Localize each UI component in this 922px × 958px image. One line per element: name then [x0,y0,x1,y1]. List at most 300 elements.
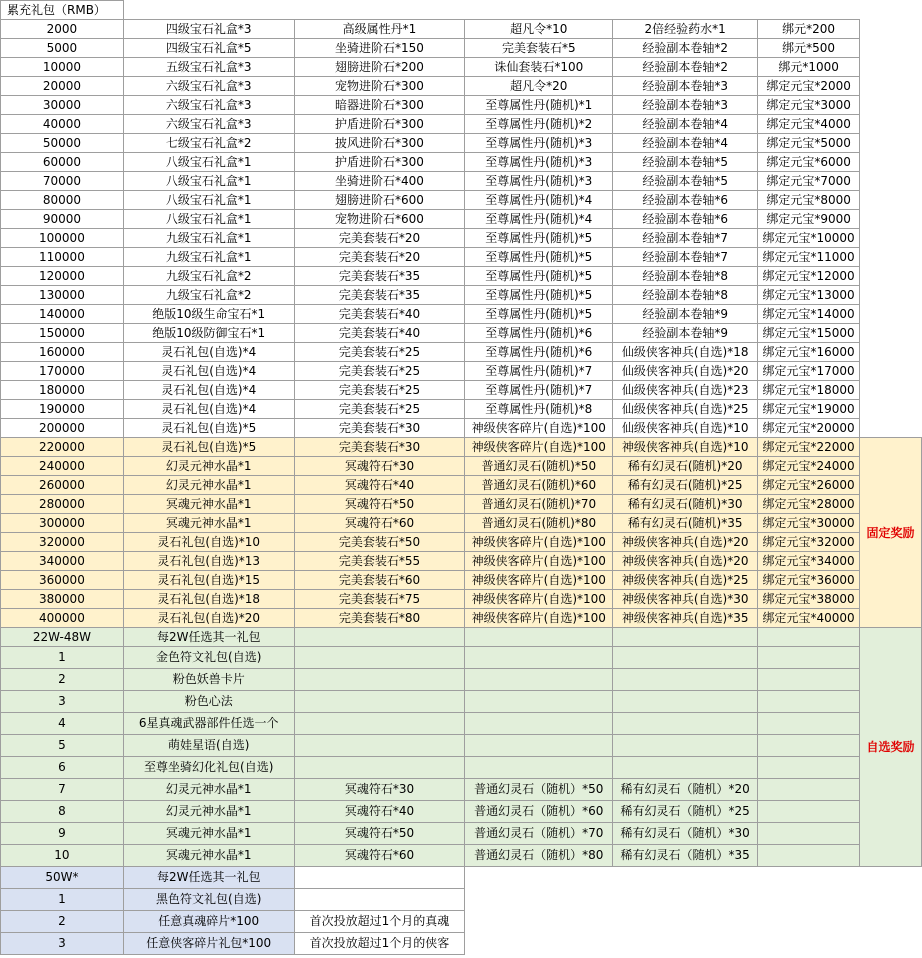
optional-row [1,801,922,823]
tier-amount: 190000 [1,400,124,419]
option-cell [465,713,613,735]
reward-cell: 仙级侠客神兵(自选)*18 [613,343,758,362]
reward-cell: 高级属性丹*1 [294,20,465,39]
option-index: 10 [1,845,124,867]
reward-cell: 九级宝石礼盒*1 [123,248,294,267]
reward-cell: 七级宝石礼盒*2 [123,134,294,153]
option-cell [613,647,758,669]
reward-cell: 冥魂符石*40 [294,476,465,495]
reward-cell: 至尊属性丹(随机)*7 [465,381,613,400]
option-cell: 金色符文礼包(自选) [123,647,294,669]
option-cell [758,735,860,757]
reward-cell: 至尊属性丹(随机)*5 [465,229,613,248]
reward-cell: 经验副本卷轴*9 [613,305,758,324]
empty-cell [860,933,922,955]
reward-cell: 至尊属性丹(随机)*4 [465,210,613,229]
empty-cell [294,628,465,647]
reward-cell: 绑定元宝*3000 [758,96,860,115]
tier-row [1,229,922,248]
reward-cell: 至尊属性丹(随机)*1 [465,96,613,115]
option-cell [613,757,758,779]
reward-cell: 绑定元宝*20000 [758,419,860,438]
empty-cell [860,77,922,96]
tier-row [1,267,922,286]
optional-row [1,735,922,757]
bonus-range: 50W* [1,867,124,889]
reward-cell: 四级宝石礼盒*3 [123,20,294,39]
empty-cell [758,628,860,647]
reward-cell: 至尊属性丹(随机)*2 [465,115,613,134]
option-cell: 冥魂符石*50 [294,823,465,845]
option-cell: 萌娃星语(自选) [123,735,294,757]
empty-cell [613,911,758,933]
reward-cell: 冥魂符石*60 [294,514,465,533]
reward-cell: 神级侠客碎片(自选)*100 [465,571,613,590]
option-cell [465,669,613,691]
reward-cell: 至尊属性丹(随机)*8 [465,400,613,419]
optional-row [1,713,922,735]
option-cell [465,647,613,669]
tier-row-fixed [1,571,922,590]
bonus-header-row [1,867,922,889]
reward-cell: 经验副本卷轴*4 [613,115,758,134]
tier-amount: 240000 [1,457,124,476]
option-cell: 至尊坐骑幻化礼包(自选) [123,757,294,779]
tier-amount: 130000 [1,286,124,305]
reward-cell: 至尊属性丹(随机)*5 [465,267,613,286]
reward-cell: 至尊属性丹(随机)*5 [465,248,613,267]
bonus-note: 首次投放超过1个月的侠客 [294,933,465,955]
empty-cell [613,889,758,911]
reward-cell: 六级宝石礼盒*3 [123,77,294,96]
reward-cell: 绑定元宝*18000 [758,381,860,400]
reward-cell: 绑元*200 [758,20,860,39]
option-cell: 普通幻灵石（随机）*80 [465,845,613,867]
reward-cell: 绑定元宝*11000 [758,248,860,267]
reward-cell: 八级宝石礼盒*1 [123,172,294,191]
reward-cell: 灵石礼包(自选)*5 [123,419,294,438]
tier-amount: 180000 [1,381,124,400]
option-cell [758,823,860,845]
reward-cell: 绑定元宝*17000 [758,362,860,381]
reward-cell: 普通幻灵石(随机)*50 [465,457,613,476]
empty-cell [294,1,465,20]
reward-cell: 完美套装石*35 [294,286,465,305]
option-cell [294,713,465,735]
reward-cell: 护盾进阶石*300 [294,115,465,134]
tier-row [1,305,922,324]
tier-amount: 300000 [1,514,124,533]
reward-cell: 仙级侠客神兵(自选)*10 [613,419,758,438]
reward-cell: 暗器进阶石*300 [294,96,465,115]
reward-cell: 神级侠客碎片(自选)*100 [465,590,613,609]
tier-row [1,77,922,96]
bonus-row [1,889,922,911]
option-cell [758,669,860,691]
tier-amount: 400000 [1,609,124,628]
empty-cell [860,911,922,933]
tier-amount: 320000 [1,533,124,552]
option-index: 9 [1,823,124,845]
reward-cell: 神级侠客碎片(自选)*100 [465,533,613,552]
option-cell: 幻灵元神水晶*1 [123,801,294,823]
reward-cell: 四级宝石礼盒*5 [123,39,294,58]
option-cell: 稀有幻灵石（随机）*25 [613,801,758,823]
reward-cell: 绑定元宝*26000 [758,476,860,495]
tier-row [1,39,922,58]
option-cell [613,669,758,691]
reward-cell: 灵石礼包(自选)*5 [123,438,294,457]
empty-cell [860,889,922,911]
tier-row [1,381,922,400]
option-cell [465,691,613,713]
option-index: 5 [1,735,124,757]
reward-cell: 八级宝石礼盒*1 [123,191,294,210]
reward-cell: 完美套装石*25 [294,381,465,400]
optional-title: 每2W任选其一礼包 [123,628,294,647]
reward-cell: 绑定元宝*12000 [758,267,860,286]
empty-cell [860,96,922,115]
tier-amount: 2000 [1,20,124,39]
reward-cell: 至尊属性丹(随机)*5 [465,286,613,305]
reward-cell: 绑定元宝*6000 [758,153,860,172]
tier-amount: 150000 [1,324,124,343]
tier-amount: 200000 [1,419,124,438]
option-cell [613,691,758,713]
reward-cell: 经验副本卷轴*4 [613,134,758,153]
empty-cell [860,1,922,20]
tier-amount: 40000 [1,115,124,134]
empty-cell [860,229,922,248]
option-index: 2 [1,911,124,933]
reward-cell: 宠物进阶石*300 [294,77,465,96]
option-cell: 6星真魂武器部件任选一个 [123,713,294,735]
empty-cell [860,343,922,362]
reward-cell: 2倍经验药水*1 [613,20,758,39]
option-cell: 粉色心法 [123,691,294,713]
reward-cell: 普通幻灵石(随机)*80 [465,514,613,533]
empty-cell [613,1,758,20]
reward-cell: 至尊属性丹(随机)*3 [465,134,613,153]
reward-cell: 绑定元宝*28000 [758,495,860,514]
optional-row [1,691,922,713]
option-index: 1 [1,647,124,669]
tier-amount: 10000 [1,58,124,77]
tier-amount: 110000 [1,248,124,267]
reward-cell: 经验副本卷轴*7 [613,248,758,267]
tier-row-fixed [1,590,922,609]
reward-cell: 灵石礼包(自选)*4 [123,362,294,381]
reward-cell: 稀有幻灵石(随机)*25 [613,476,758,495]
reward-cell: 普通幻灵石(随机)*70 [465,495,613,514]
tier-row [1,343,922,362]
option-cell: 黑色符文礼包(自选) [123,889,294,911]
tier-row [1,134,922,153]
empty-cell [860,286,922,305]
reward-cell: 灵石礼包(自选)*4 [123,381,294,400]
tier-amount: 90000 [1,210,124,229]
reward-cell: 冥魂元神水晶*1 [123,514,294,533]
tier-amount: 380000 [1,590,124,609]
empty-cell [860,324,922,343]
empty-cell [860,867,922,889]
reward-cell: 灵石礼包(自选)*18 [123,590,294,609]
empty-cell [613,628,758,647]
optional-reward-label: 自选奖励 [860,628,922,867]
empty-cell [613,933,758,955]
reward-cell: 完美套装石*40 [294,305,465,324]
option-cell [758,647,860,669]
option-cell: 任意真魂碎片*100 [123,911,294,933]
reward-cell: 六级宝石礼盒*3 [123,96,294,115]
tier-amount: 20000 [1,77,124,96]
reward-cell: 绑定元宝*32000 [758,533,860,552]
optional-row [1,647,922,669]
bonus-note: 首次投放超过1个月的真魂 [294,911,465,933]
tier-row [1,58,922,77]
empty-cell [465,867,613,889]
empty-cell [465,1,613,20]
reward-cell: 绑定元宝*22000 [758,438,860,457]
empty-cell [758,911,860,933]
option-cell [613,735,758,757]
empty-cell [860,115,922,134]
empty-cell [860,419,922,438]
option-cell: 幻灵元神水晶*1 [123,779,294,801]
reward-cell: 绑元*1000 [758,58,860,77]
empty-cell [860,267,922,286]
reward-cell: 神级侠客神兵(自选)*20 [613,552,758,571]
option-cell [613,713,758,735]
empty-cell [758,1,860,20]
empty-cell [465,933,613,955]
reward-cell: 经验副本卷轴*6 [613,191,758,210]
optional-row [1,779,922,801]
empty-cell [860,248,922,267]
option-cell: 稀有幻灵石（随机）*35 [613,845,758,867]
reward-cell: 绑定元宝*5000 [758,134,860,153]
reward-cell: 披风进阶石*300 [294,134,465,153]
reward-cell: 稀有幻灵石(随机)*20 [613,457,758,476]
bonus-row [1,911,922,933]
empty-cell [860,400,922,419]
tier-amount: 120000 [1,267,124,286]
reward-cell: 完美套装石*5 [465,39,613,58]
reward-cell: 超凡令*10 [465,20,613,39]
tier-row-fixed [1,476,922,495]
tier-amount: 100000 [1,229,124,248]
reward-cell: 五级宝石礼盒*3 [123,58,294,77]
optional-row [1,845,922,867]
reward-cell: 至尊属性丹(随机)*4 [465,191,613,210]
empty-cell [860,20,922,39]
tier-row [1,153,922,172]
reward-cell: 六级宝石礼盒*3 [123,115,294,134]
title-row [1,1,922,20]
reward-cell: 经验副本卷轴*5 [613,153,758,172]
bonus-title: 每2W任选其一礼包 [123,867,294,889]
tier-amount: 220000 [1,438,124,457]
tier-row [1,191,922,210]
empty-cell [294,867,465,889]
option-cell [294,647,465,669]
reward-cell: 绑定元宝*40000 [758,609,860,628]
option-index: 2 [1,669,124,691]
tier-amount: 280000 [1,495,124,514]
option-cell: 普通幻灵石（随机）*60 [465,801,613,823]
option-index: 3 [1,691,124,713]
reward-cell: 绝版10级生命宝石*1 [123,305,294,324]
reward-cell: 幻灵元神水晶*1 [123,457,294,476]
reward-cell: 神级侠客神兵(自选)*35 [613,609,758,628]
tier-amount: 5000 [1,39,124,58]
reward-cell: 经验副本卷轴*8 [613,286,758,305]
reward-cell: 幻灵元神水晶*1 [123,476,294,495]
empty-cell [860,305,922,324]
empty-cell [860,134,922,153]
reward-cell: 诛仙套装石*100 [465,58,613,77]
tier-row [1,20,922,39]
reward-cell: 至尊属性丹(随机)*3 [465,172,613,191]
reward-cell: 坐骑进阶石*400 [294,172,465,191]
tier-row-fixed [1,457,922,476]
reward-cell: 神级侠客碎片(自选)*100 [465,438,613,457]
tier-row [1,115,922,134]
reward-cell: 经验副本卷轴*2 [613,58,758,77]
empty-cell [860,172,922,191]
reward-cell: 宠物进阶石*600 [294,210,465,229]
tier-amount: 30000 [1,96,124,115]
option-cell: 普通幻灵石（随机）*50 [465,779,613,801]
option-cell: 冥魂元神水晶*1 [123,823,294,845]
tier-amount: 160000 [1,343,124,362]
reward-cell: 冥魂符石*50 [294,495,465,514]
reward-cell: 仙级侠客神兵(自选)*23 [613,381,758,400]
empty-cell [860,58,922,77]
empty-cell [465,889,613,911]
reward-cell: 绑定元宝*8000 [758,191,860,210]
empty-cell [758,933,860,955]
option-cell: 任意侠客碎片礼包*100 [123,933,294,955]
reward-cell: 灵石礼包(自选)*4 [123,343,294,362]
tier-row [1,248,922,267]
option-index: 8 [1,801,124,823]
reward-cell: 九级宝石礼盒*1 [123,229,294,248]
reward-cell: 完美套装石*75 [294,590,465,609]
option-cell [758,691,860,713]
option-cell: 冥魂符石*40 [294,801,465,823]
reward-cell: 翅膀进阶石*600 [294,191,465,210]
empty-cell [860,381,922,400]
tier-row-fixed [1,552,922,571]
reward-cell: 绑定元宝*14000 [758,305,860,324]
empty-cell [613,867,758,889]
reward-cell: 至尊属性丹(随机)*5 [465,305,613,324]
empty-cell [123,1,294,20]
option-cell: 稀有幻灵石（随机）*20 [613,779,758,801]
reward-cell: 完美套装石*80 [294,609,465,628]
table-title: 累充礼包（RMB） [1,1,124,20]
empty-cell [465,628,613,647]
tier-row [1,324,922,343]
tier-row-fixed [1,495,922,514]
option-index: 7 [1,779,124,801]
optional-row [1,823,922,845]
reward-cell: 完美套装石*40 [294,324,465,343]
option-cell [294,669,465,691]
reward-cell: 灵石礼包(自选)*4 [123,400,294,419]
reward-cell: 护盾进阶石*300 [294,153,465,172]
tier-amount: 60000 [1,153,124,172]
empty-cell [860,210,922,229]
reward-cell: 完美套装石*25 [294,400,465,419]
reward-cell: 绑定元宝*19000 [758,400,860,419]
reward-cell: 八级宝石礼盒*1 [123,153,294,172]
reward-cell: 神级侠客神兵(自选)*30 [613,590,758,609]
fixed-reward-label: 固定奖励 [860,438,922,628]
reward-cell: 绑定元宝*24000 [758,457,860,476]
optional-range: 22W-48W [1,628,124,647]
option-cell [294,757,465,779]
tier-row [1,286,922,305]
tier-amount: 340000 [1,552,124,571]
reward-cell: 绑定元宝*15000 [758,324,860,343]
option-cell: 粉色妖兽卡片 [123,669,294,691]
tier-row-fixed [1,514,922,533]
tier-row [1,210,922,229]
reward-cell: 至尊属性丹(随机)*6 [465,324,613,343]
reward-cell: 超凡令*20 [465,77,613,96]
reward-cell: 经验副本卷轴*2 [613,39,758,58]
tier-row [1,96,922,115]
reward-cell: 绑定元宝*13000 [758,286,860,305]
option-cell: 冥魂符石*30 [294,779,465,801]
tier-row-fixed [1,533,922,552]
reward-cell: 完美套装石*50 [294,533,465,552]
reward-cell: 翅膀进阶石*200 [294,58,465,77]
reward-cell: 经验副本卷轴*3 [613,96,758,115]
reward-cell: 稀有幻灵石(随机)*30 [613,495,758,514]
reward-cell: 完美套装石*25 [294,343,465,362]
reward-cell: 经验副本卷轴*3 [613,77,758,96]
reward-cell: 九级宝石礼盒*2 [123,267,294,286]
reward-cell: 完美套装石*20 [294,229,465,248]
option-cell: 普通幻灵石（随机）*70 [465,823,613,845]
reward-cell: 完美套装石*60 [294,571,465,590]
tier-row-fixed [1,438,922,457]
reward-cell: 冥魂符石*30 [294,457,465,476]
reward-cell: 灵石礼包(自选)*10 [123,533,294,552]
reward-cell: 完美套装石*30 [294,419,465,438]
reward-cell: 坐骑进阶石*150 [294,39,465,58]
reward-cell: 神级侠客神兵(自选)*10 [613,438,758,457]
empty-cell [758,867,860,889]
reward-cell: 神级侠客碎片(自选)*100 [465,609,613,628]
reward-cell: 神级侠客神兵(自选)*20 [613,533,758,552]
tier-row [1,419,922,438]
reward-cell: 完美套装石*35 [294,267,465,286]
option-cell: 冥魂符石*60 [294,845,465,867]
reward-cell: 绑定元宝*30000 [758,514,860,533]
reward-cell: 神级侠客碎片(自选)*100 [465,419,613,438]
tier-row [1,400,922,419]
tier-amount: 50000 [1,134,124,153]
reward-cell: 至尊属性丹(随机)*3 [465,153,613,172]
reward-cell: 灵石礼包(自选)*13 [123,552,294,571]
reward-cell: 完美套装石*55 [294,552,465,571]
reward-cell: 经验副本卷轴*5 [613,172,758,191]
reward-cell: 神级侠客神兵(自选)*25 [613,571,758,590]
